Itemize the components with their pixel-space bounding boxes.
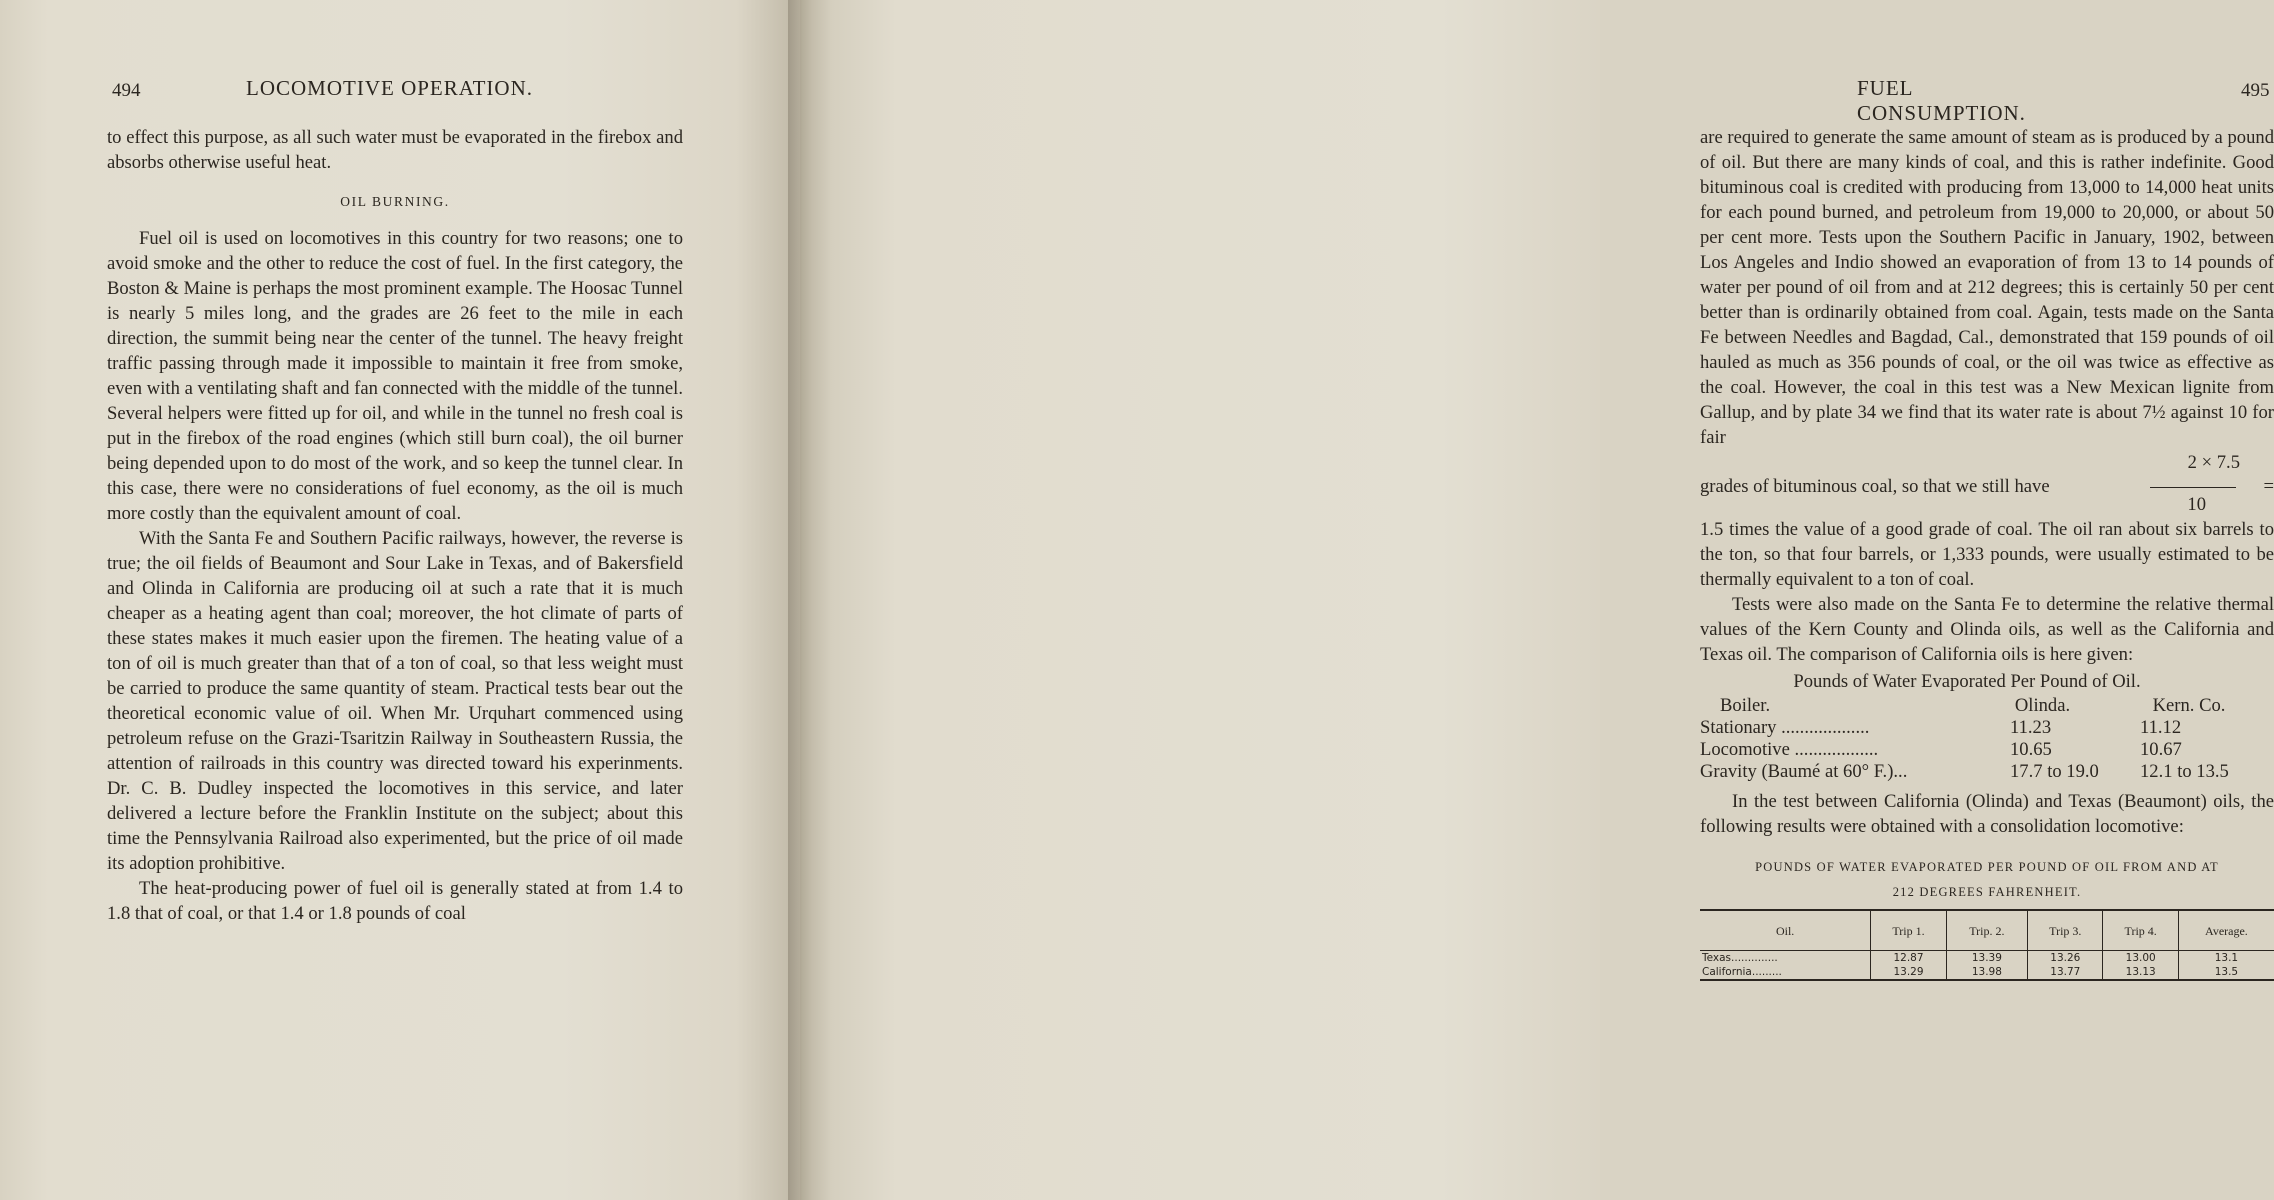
section-heading: OIL BURNING.: [340, 194, 450, 209]
paragraph: Fuel oil is used on locomotives in this country for two reasons; one to avoid smoke and the other to reduce the cost of fuel. In the first category, the Boston & Maine is perhaps the most prominent example. The Hoosac Tunnel is nearly 5 miles long, and the grades are 26 feet to the mile in each direction, the summit being near the center of the tunnel. The heavy freight traffic passing through made it impossible to maintain it free from smoke, even with a ventilating shaft and fan connected with the middle of the tunnel. Several helpers were fitted up for oil, and while in the tunnel no fresh coal is put in the firebox of the road engines (which still burn coal), the oil burner being depended upon to do most of the work, and so keep the tunnel clear. In this case, there were no considerations of fuel economy, as the oil is much more costly than the equivalent amount of coal.: [107, 228, 683, 524]
fraction-numerator: 2 × 7.5: [2187, 452, 2240, 473]
page-number-left: 494: [112, 80, 141, 101]
trip-table-cell: 13.77: [2028, 965, 2103, 980]
water-table-caption: Pounds of Water Evaporated Per Pound of Oil.: [1793, 671, 2141, 692]
fraction-lead-text: grades of bituminous coal, so that we still have: [1700, 476, 2050, 497]
fraction-equals: =: [2263, 476, 2274, 497]
water-table-header-cell: Kern. Co.: [2152, 695, 2226, 716]
paragraph: With the Santa Fe and Southern Pacific railways, however, the reverse is true; the oil fields of Beaumont and Sour Lake in Texas, and of Bakersfield and Olinda in California are producing oil at such a rate that it is much cheaper as a heating agent than coal; moreover, the hot climate of parts of these states makes it much easier upon the firemen. The heating value of a ton of oil is much greater than that of a ton of coal, so that less weight must be carried to produce the same quantity of steam. Practical tests bear out the theoretical economic value of oil. When Mr. Urquhart commenced using petroleum refuse on the Grazi-Tsaritzin Railway in Southeastern Russia, the attention of railroads in this country was directed toward his experinments. Dr. C. B. Dudley inspected the locomotives in this service, and later delivered a lecture before the Franklin Institute on the subject; about this time the Pennsylvania Railroad also experimented, but the price of oil made its adoption prohibitive.: [107, 528, 683, 874]
trip-caption-line: 212 DEGREES FAHRENHEIT.: [1892, 885, 2082, 899]
paragraph: 1.5 times the value of a good grade of coal. The oil ran about six barrels to the ton, so that four barrels, or 1,333 pounds, were usually estimated to be thermally equivalent to a ton of coal.: [1700, 519, 2274, 590]
trip-table-cell: 13.00: [2103, 951, 2178, 966]
trip-table-header-cell: Oil.: [1700, 910, 1871, 951]
intro-paragraph: to effect this purpose, as all such water must be evaporated in the firebox and absorbs otherwise useful heat.: [107, 127, 683, 173]
water-table-cell: 12.1 to 13.5: [2140, 761, 2229, 782]
paragraph: In the test between California (Olinda) and Texas (Beaumont) oils, the following results were obtained with a consolidation locomotive:: [1700, 791, 2274, 837]
right-page: [800, 0, 2274, 1200]
water-table-cell: 11.23: [2010, 717, 2052, 738]
water-table-cell: 10.65: [2010, 739, 2052, 760]
running-head-left: LOCOMOTIVE OPERATION.: [246, 76, 533, 100]
fraction-expression: [1700, 450, 2274, 517]
trip-table-cell: 13.5: [2178, 965, 2274, 980]
trip-table-cell: California.........: [1702, 966, 1782, 978]
fraction-bar: [2150, 487, 2236, 488]
water-table-header-cell: Olinda.: [2014, 695, 2071, 716]
water-table-cell: Stationary ...................: [1700, 717, 1870, 738]
trip-table-header-row: [1700, 910, 2274, 951]
trip-caption-line: POUNDS OF WATER EVAPORATED PER POUND OF OIL FROM AND AT: [1755, 860, 2219, 874]
paragraph: Tests were also made on the Santa Fe to determine the relative thermal values of the Kern County and Olinda oils, as well as the California and Texas oil. The comparison of California oils is here given:: [1700, 594, 2274, 665]
trip-table-header-cell: Trip. 2.: [1946, 910, 2027, 951]
trip-table-header-cell: Trip 3.: [2028, 910, 2103, 951]
trip-table-cell: Texas..............: [1702, 952, 1778, 964]
water-table-cell: 17.7 to 19.0: [2010, 761, 2099, 782]
water-table-cell: 11.12: [2140, 717, 2182, 738]
running-head-right: FUEL CONSUMPTION.: [1857, 76, 2026, 125]
table-row: [1700, 965, 2274, 980]
trip-table-cell: 13.29: [1871, 965, 1946, 980]
paragraph: The heat-producing power of fuel oil is generally stated at from 1.4 to 1.8 that of coal, or that 1.4 or 1.8 pounds of coal: [107, 878, 683, 924]
trip-table-cell: 13.39: [1946, 951, 2027, 966]
trip-results-table: [1700, 909, 2274, 981]
water-table-header: [1700, 695, 2274, 717]
paragraph: are required to generate the same amount of steam as is produced by a pound of oil. But there are many kinds of coal, and this is rather indefinite. Good bituminous coal is credited with producing from 13,000 to 14,000 heat units for each pound burned, and petroleum from 19,000 to 20,000, or about 50 per cent more. Tests upon the Southern Pacific in January, 1902, between Los Angeles and Indio showed an evaporation of from 13 to 14 pounds of water per pound of oil from and at 212 degrees; this is certainly 50 per cent better than is ordinarily obtained from coal. Again, tests made on the Santa Fe between Needles and Bagdad, Cal., demonstrated that 159 pounds of oil hauled as much as 356 pounds of coal, or the oil was twice as effective as the coal. However, the coal in this test was a New Mexican lignite from Gallup, and by plate 34 we find that its water rate is about 7½ against 10 for fair: [1700, 127, 2274, 448]
trip-table-header-cell: Average.: [2178, 910, 2274, 951]
water-table-row: [1700, 739, 2274, 761]
water-table-cell: Locomotive ..................: [1700, 739, 1879, 760]
trip-table-cell: 13.13: [2103, 965, 2178, 980]
left-page: [0, 0, 800, 1200]
trip-table-cell: 13.1: [2178, 951, 2274, 966]
page-number-right: 495: [2241, 80, 2270, 101]
fraction-denominator: 10: [2187, 494, 2206, 515]
table-row: [1700, 951, 2274, 966]
trip-table-cell: 12.87: [1871, 951, 1946, 966]
trip-table-cell: 13.98: [1946, 965, 2027, 980]
trip-table-header-cell: Trip 1.: [1871, 910, 1946, 951]
water-table-cell: Gravity (Baumé at 60° F.)...: [1700, 761, 1908, 782]
water-evaporation-table: [1700, 671, 2274, 783]
water-table-header-cell: Boiler.: [1720, 695, 1771, 716]
right-page-body: [1700, 125, 2274, 981]
water-table-cell: 10.67: [2140, 739, 2182, 760]
water-table-row: [1700, 761, 2274, 783]
left-page-body: [107, 125, 683, 926]
trip-table-header-cell: Trip 4.: [2103, 910, 2178, 951]
water-table-row: [1700, 717, 2274, 739]
trip-table-caption: [1700, 855, 2274, 905]
trip-table-cell: 13.26: [2028, 951, 2103, 966]
